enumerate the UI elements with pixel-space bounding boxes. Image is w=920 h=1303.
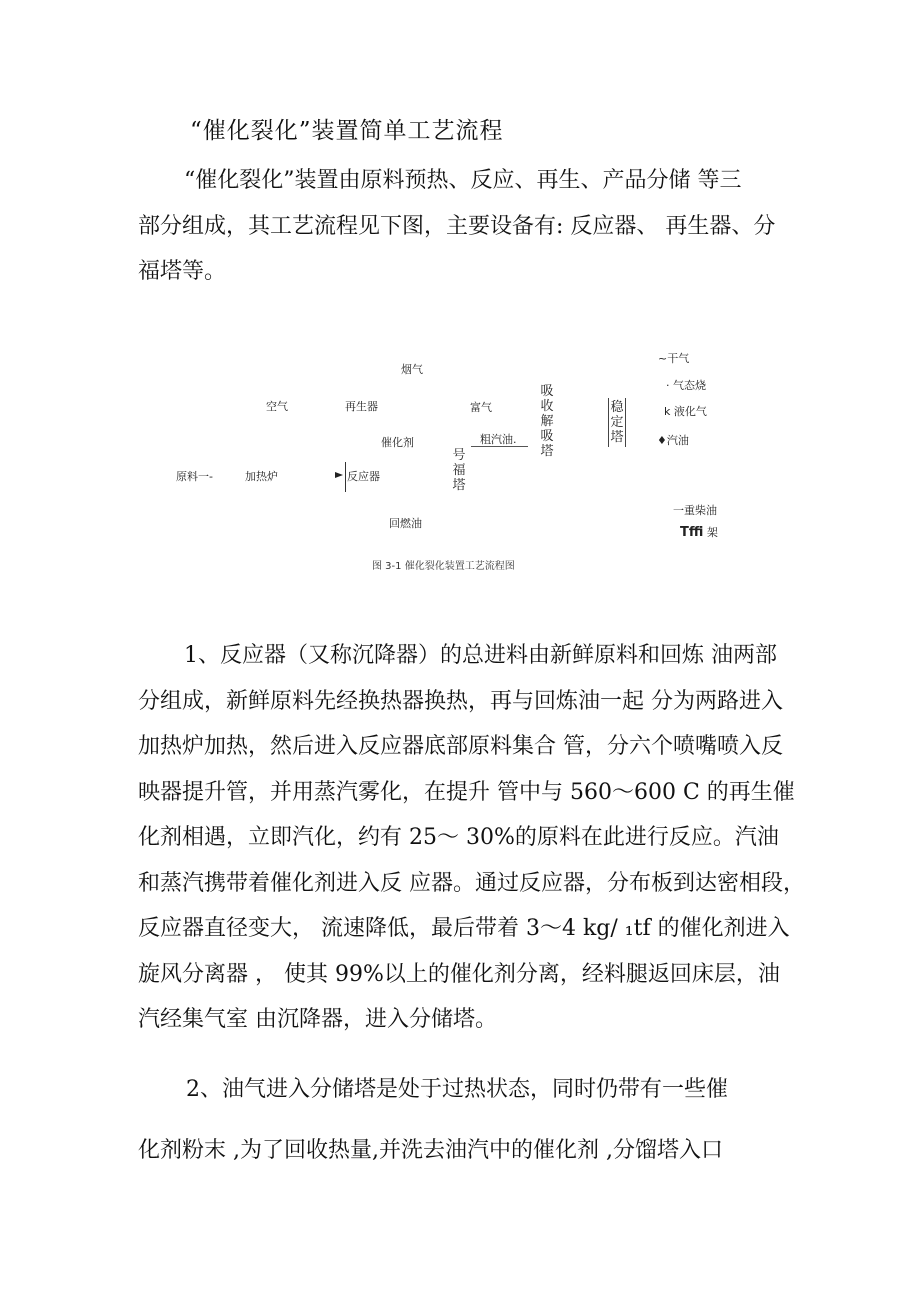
intro-line: “催化裂化”装置由原料预热、反应、再生、产品分储 等三	[184, 168, 742, 193]
label-regenerator: 再生器	[345, 400, 378, 413]
item-1-line: 分组成，新鲜原料先经换热器换热，再与回炼油一起 分为两路进入	[138, 688, 783, 714]
label-heavy-diesel: 一重柴油	[673, 504, 717, 517]
feed-arrow-icon	[335, 472, 343, 478]
label-recycle-oil: 回燃油	[389, 517, 422, 530]
item-1-line: 化剂相遇，立即汽化，约有 25～ 30%的原料在此进行反应。汽油	[138, 825, 779, 850]
crude-gasoline-line	[471, 446, 528, 447]
label-stabilizer: 稳定塔	[608, 398, 626, 447]
label-absorb-tower: 吸收解吸塔	[540, 384, 554, 459]
label-catalyst: 催化剂	[381, 436, 414, 449]
label-tffi: Tffi	[680, 525, 704, 540]
label-furnace: 加热炉	[245, 470, 278, 483]
label-smoke: 烟气	[401, 363, 423, 376]
label-dry-gas: ~干气	[658, 352, 690, 365]
item-1-line: 映器提升管，并用蒸汽雾化，在提升 管中与 560～600 C 的再生催	[138, 779, 795, 805]
intro-paragraph	[138, 158, 778, 295]
label-bottom-product	[680, 524, 718, 540]
label-rack: 架	[706, 526, 718, 539]
label-reactor: 反应器	[347, 470, 380, 483]
label-gasoline: ♦汽油	[657, 434, 689, 447]
intro-line: 福塔等。	[138, 259, 227, 284]
label-gaseous-hydrocarbon: · 气态烧	[666, 379, 706, 392]
reactor-riser-line	[345, 462, 346, 492]
label-rich-gas: 富气	[470, 401, 492, 414]
process-flow-diagram	[160, 340, 760, 580]
item-1-line: 1、反应器（又称沉降器）的总进料由新鲜原料和回炼 油两部	[184, 643, 777, 668]
page-title: “催化裂化”装置简单工艺流程	[190, 118, 504, 144]
item-2-line-2: 化剂粉末 ,为了回收热量,并洗去油汽中的催化剂 ,分馏塔入口	[138, 1138, 723, 1163]
label-crude-gasoline: 粗汽油.	[480, 433, 517, 446]
item-2-line-1: 2、油气进入分储塔是处于过热状态，同时仍带有一些催	[186, 1077, 728, 1102]
item-1-line: 和蒸汽携带着催化剂进入反 应器。通过反应器，分布板到达密相段，	[138, 870, 805, 896]
label-fractionator: 号福塔	[452, 448, 466, 493]
label-air: 空气	[266, 400, 288, 413]
item-1-line: 加热炉加热，然后进入反应器底部原料集合 管，分六个喷嘴喷入反	[138, 734, 783, 759]
label-lpg: k 液化气	[664, 405, 707, 418]
item-1-line: 汽经集气室 由沉降器，进入分储塔。	[138, 1007, 497, 1032]
intro-line: 部分组成，其工艺流程见下图，主要设备有: 反应器、 再生器、分	[138, 213, 776, 239]
figure-caption: 图 3-1 催化裂化装置工艺流程图	[372, 561, 515, 572]
label-feed: 原料一-	[176, 470, 213, 483]
item-1-paragraph	[138, 633, 805, 1043]
item-1-line: 反应器直径变大， 流速降低，最后带着 3～4 kg/ ₁tf 的催化剂进入	[138, 916, 790, 941]
item-1-line: 旋风分离器 ， 使其 99%以上的催化剂分离，经料腿返回床层，油	[138, 961, 780, 987]
